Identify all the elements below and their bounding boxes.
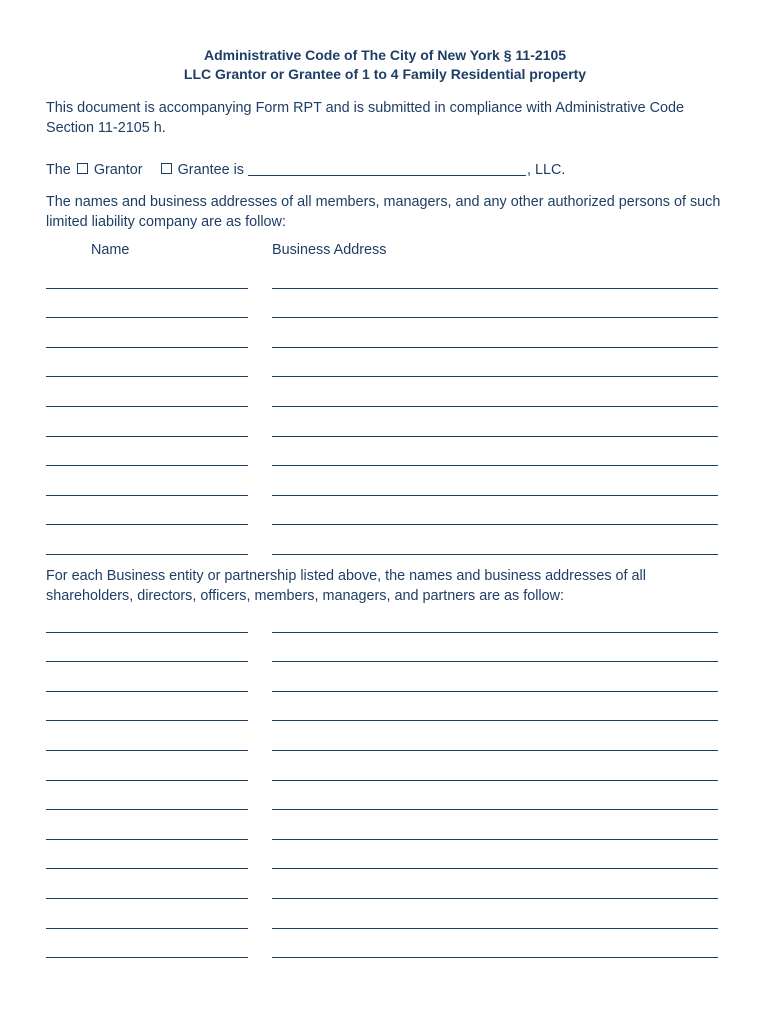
form-title-line-1: Administrative Code of The City of New York § 11-2105 bbox=[203, 47, 567, 63]
member-row bbox=[46, 437, 718, 467]
grantor-checkbox[interactable] bbox=[77, 163, 88, 174]
entity-member-row bbox=[46, 840, 718, 870]
entity-member-row bbox=[46, 751, 718, 781]
entity-member-row bbox=[46, 781, 718, 811]
entity-member-row bbox=[46, 603, 718, 633]
entity-statement: For each Business entity or partnership listed above, the names and business addresses of all shareholders, directors, officers, members, managers, and partners are as follow: bbox=[46, 568, 646, 604]
grantor-grantee-line bbox=[46, 161, 726, 181]
member-address-field[interactable] bbox=[272, 554, 718, 555]
column-header-name: Name bbox=[91, 242, 130, 258]
entity-member-row bbox=[46, 899, 718, 929]
llc-name-field[interactable] bbox=[248, 161, 526, 176]
entity-rows bbox=[46, 603, 718, 958]
grantee-label: Grantee is bbox=[177, 162, 244, 178]
form-title-line-2: LLC Grantor or Grantee of 1 to 4 Family Residential property bbox=[183, 66, 587, 82]
entity-member-row bbox=[46, 810, 718, 840]
member-row bbox=[46, 466, 718, 496]
entity-member-row bbox=[46, 721, 718, 751]
member-name-field[interactable] bbox=[46, 554, 248, 555]
grantor-label: Grantor bbox=[93, 162, 143, 178]
entity-member-row bbox=[46, 929, 718, 959]
entity-member-row bbox=[46, 662, 718, 692]
member-row bbox=[46, 525, 718, 555]
member-row bbox=[46, 259, 718, 289]
choice-prefix: The bbox=[46, 162, 71, 178]
member-row bbox=[46, 318, 718, 348]
members-statement: The names and business addresses of all members, managers, and any other authorized persons of such limited liability company are as follow: bbox=[46, 194, 721, 230]
entity-member-row bbox=[46, 692, 718, 722]
choice-suffix: , LLC. bbox=[527, 162, 566, 178]
member-row bbox=[46, 377, 718, 407]
entity-member-row bbox=[46, 869, 718, 899]
entity-member-row bbox=[46, 633, 718, 663]
intro-paragraph: This document is accompanying Form RPT and is submitted in compliance with Administrative Code Section 11-2105 h. bbox=[46, 100, 684, 136]
member-row bbox=[46, 496, 718, 526]
entity-member-address-field[interactable] bbox=[272, 957, 718, 958]
member-row bbox=[46, 348, 718, 378]
member-row bbox=[46, 407, 718, 437]
entity-member-name-field[interactable] bbox=[46, 957, 248, 958]
column-header-business-address: Business Address bbox=[272, 242, 387, 258]
grantee-checkbox[interactable] bbox=[161, 163, 172, 174]
members-rows bbox=[46, 259, 718, 555]
member-row bbox=[46, 289, 718, 319]
